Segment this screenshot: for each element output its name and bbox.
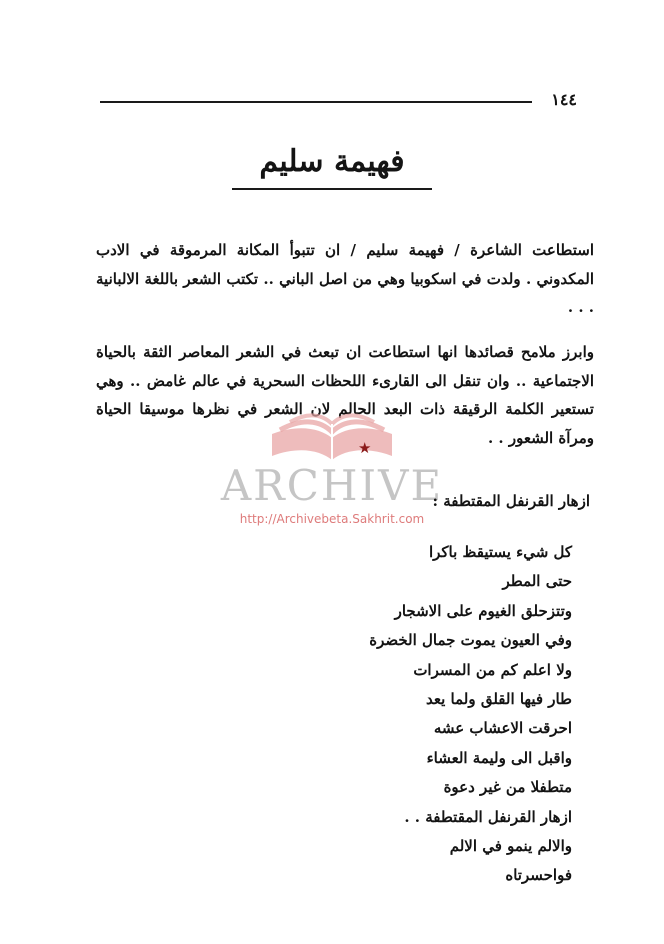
poem-line: ولا اعلم كم من المسرات — [413, 660, 572, 679]
poem-line: حتى المطر — [502, 572, 572, 591]
header-rule — [100, 101, 532, 103]
style-paragraph: وابرز ملامح قصائدها انها استطاعت ان تبعث في الشعر المعاصر الثقة بالحياة الاجتماعية .. وان تنقل الى القارىء اللحظات السحرية في عالم غامض .. وهي تستعير الكلمة الرقيقة ذات البعد الحالم لان الشعر في نظرها موسيقا الحياة ومرآة الشعور . . — [96, 343, 594, 447]
poem-line: فواحسرتاه — [505, 866, 572, 885]
poem-line: والالم ينمو في الالم — [449, 836, 572, 855]
intro-paragraph: استطاعت الشاعرة / فهيمة سليم / ان تتبوأ المكانة المرموقة في الادب المكدوني . ولدت في اسكوبيا وهي من اصل الباني .. تكتب الشعر باللغة الالبانية . . . — [96, 241, 594, 316]
watermark-url: http://Archivebeta.Sakhrit.com — [239, 512, 425, 526]
poem-line: كل شيء يستيقظ باكرا — [428, 543, 572, 561]
poem-line: احرقت الاعشاب عشه — [433, 719, 572, 738]
title-underline — [232, 188, 432, 190]
page-title: فهيمة سليم — [259, 144, 405, 179]
poem-line: واقبل الى وليمة العشاء — [426, 748, 572, 767]
watermark-star-icon: ★ — [358, 439, 372, 457]
poem-line: طار فيها القلق ولما يعد — [426, 689, 572, 708]
poem-line: وتتزحلق الغيوم على الاشجار — [394, 601, 572, 620]
poem-line: متطفلا من غير دعوة — [443, 778, 572, 797]
page-number: ١٤٤ — [551, 90, 577, 109]
poem-line: وفي العيون يموت جمال الخضرة — [369, 631, 572, 650]
archive-book-logo-icon — [268, 404, 396, 462]
watermark-text: ARCHIVE — [220, 461, 444, 510]
poem-line: ازهار القرنفل المقتطفة . . — [404, 807, 572, 826]
poem-title: ازهار القرنفل المقتطفة : — [432, 492, 590, 510]
poem-lines — [200, 538, 572, 891]
